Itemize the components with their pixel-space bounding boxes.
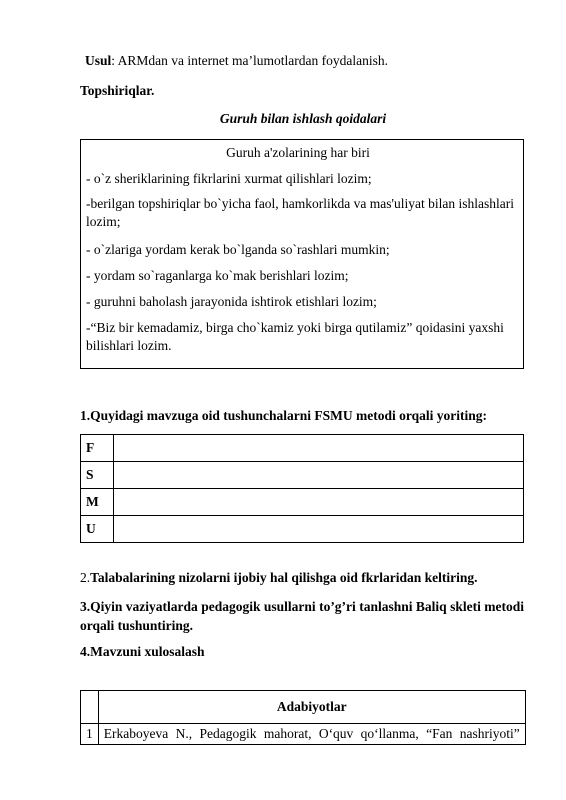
reference-number: 1 (81, 724, 99, 745)
rule-item: -berilgan topshiriqlar bo`yicha faol, hamkorlikda va mas'uliyat bilan ishlashlari lozim; (86, 196, 514, 229)
fsmu-row (81, 516, 524, 543)
task-1: 1.Quyidagi mavzuga oid tushunchalarni FSMU metodi orqali yoriting: (80, 408, 488, 423)
fsmu-answer-cell[interactable] (114, 435, 524, 462)
usul-text: : ARMdan va internet ma’lumotlardan foydalanish. (111, 53, 388, 68)
reference-row (81, 724, 526, 745)
task-3: 3.Qiyin vaziyatlarda pedagogik usullarni to’g’ri tanlashni Baliq skleti metodi orqali tushuntiring. (80, 599, 524, 633)
fsmu-row (81, 462, 524, 489)
rule-item: -“Biz bir kemadamiz, birga cho`kamiz yoki birga qutilamiz” qoidasini yaxshi bilishlari lozim. (86, 320, 504, 353)
references-header-row (81, 691, 526, 724)
references-header: Adabiyotlar (98, 691, 525, 724)
fsmu-row (81, 435, 524, 462)
fsmu-letter: M (81, 489, 114, 516)
fsmu-answer-cell[interactable] (114, 462, 524, 489)
fsmu-table (80, 434, 524, 543)
fsmu-row (81, 489, 524, 516)
task-2 (80, 569, 477, 587)
fsmu-letter: S (81, 462, 114, 489)
reference-text: Erkaboyeva N., Pedagogik mahorat, O‘quv qo‘llanma, “Fan nashriyoti” (98, 724, 525, 745)
rule-item: - o`zlariga yordam kerak bo`lganda so`rashlari mumkin; (86, 242, 390, 257)
topshiriqlar-heading: Topshiriqlar. (80, 83, 155, 98)
task-4: 4.Mavzuni xulosalash (80, 644, 205, 659)
task-2-number: 2. (80, 570, 91, 585)
rule-item: - guruhni baholash jarayonida ishtirok etishlari lozim; (86, 294, 377, 309)
fsmu-letter: U (81, 516, 114, 543)
rule-item: - o`z sheriklarining fikrlarini xurmat qilishlari lozim; (86, 171, 372, 186)
usul-label: Usul (85, 53, 112, 68)
rules-box (80, 139, 524, 369)
rules-title: Guruh bilan ishlash qoidalari (219, 111, 387, 126)
fsmu-answer-cell[interactable] (114, 516, 524, 543)
rules-box-header: Guruh a'zolarining har biri (226, 145, 370, 160)
usul-line (85, 52, 388, 70)
fsmu-answer-cell[interactable] (114, 489, 524, 516)
references-table (80, 690, 526, 745)
fsmu-letter: F (81, 435, 114, 462)
rule-item: - yordam so`raganlarga ko`mak berishlari lozim; (86, 268, 349, 283)
task-2-text: Talabalarining nizolarni ijobiy hal qilishga oid fkrlaridan keltiring. (90, 570, 478, 585)
